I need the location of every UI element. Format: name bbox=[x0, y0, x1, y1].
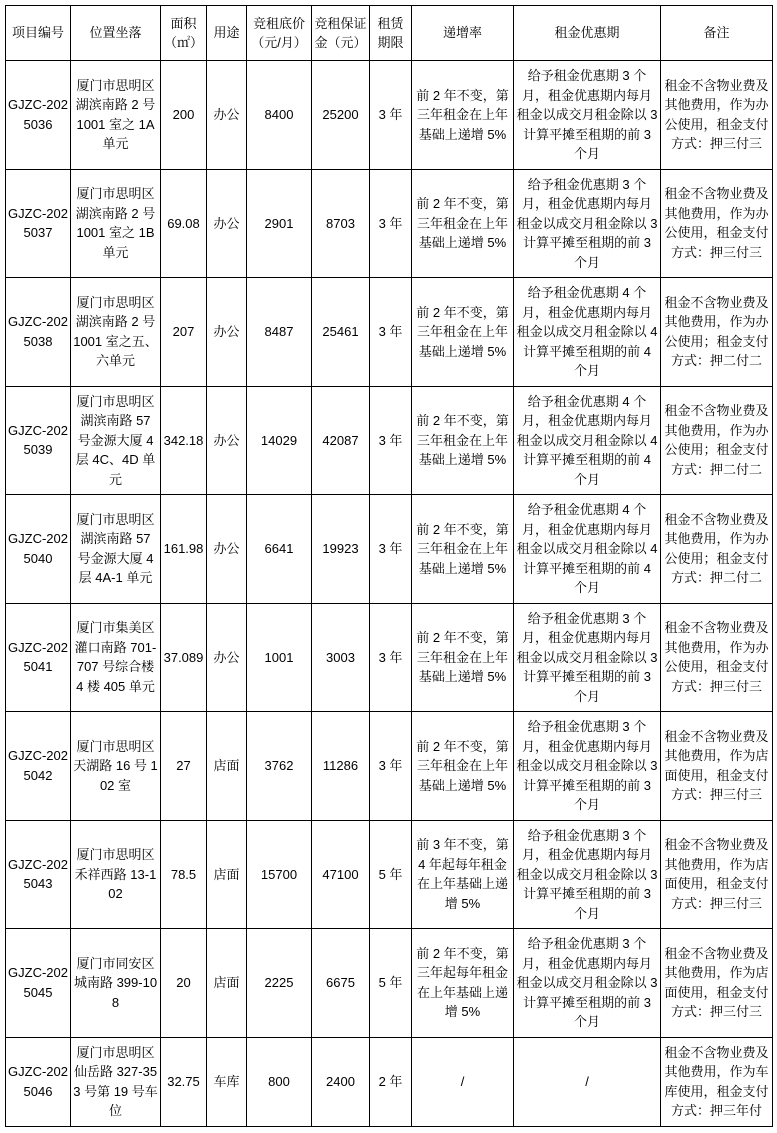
cell-term: 2 年 bbox=[370, 1037, 412, 1126]
column-header-project-id: 项目编号 bbox=[6, 6, 71, 61]
cell-id: GJZC-2025039 bbox=[6, 386, 71, 495]
cell-remark: 租金不含物业费及其他费用，作为办公使用，租金支付方式：押三付三 bbox=[661, 169, 773, 278]
cell-id: GJZC-2025041 bbox=[6, 603, 71, 712]
table-row bbox=[6, 61, 773, 170]
cell-remark: 租金不含物业费及其他费用，作为店面使用，租金支付方式：押三付三 bbox=[661, 820, 773, 929]
cell-deposit: 42087 bbox=[312, 386, 370, 495]
cell-location: 厦门市集美区灌口南路 701-707 号综合楼 4 楼 405 单元 bbox=[71, 603, 161, 712]
cell-id: GJZC-2025045 bbox=[6, 929, 71, 1038]
cell-location: 厦门市同安区城南路 399-108 bbox=[71, 929, 161, 1038]
cell-discount: / bbox=[514, 1037, 661, 1126]
cell-area: 32.75 bbox=[161, 1037, 207, 1126]
cell-base-rent: 14029 bbox=[247, 386, 312, 495]
cell-term: 3 年 bbox=[370, 61, 412, 170]
cell-base-rent: 8400 bbox=[247, 61, 312, 170]
cell-increase: / bbox=[412, 1037, 514, 1126]
cell-location: 厦门市思明区湖滨南路 2 号 1001 室之 1A 单元 bbox=[71, 61, 161, 170]
cell-discount: 给予租金优惠期 3 个月，租金优惠期内每月租金以成交月租金除以 3 计算平摊至租期的前 3 个月 bbox=[514, 61, 661, 170]
cell-term: 3 年 bbox=[370, 712, 412, 821]
cell-area: 69.08 bbox=[161, 169, 207, 278]
cell-base-rent: 800 bbox=[247, 1037, 312, 1126]
column-header-base-rent: 竞租底价（元/月） bbox=[247, 6, 312, 61]
cell-location: 厦门市思明区湖滨南路 2 号 1001 室之五、六单元 bbox=[71, 278, 161, 387]
cell-deposit: 25200 bbox=[312, 61, 370, 170]
table-row bbox=[6, 1037, 773, 1126]
cell-id: GJZC-2025043 bbox=[6, 820, 71, 929]
cell-use: 办公 bbox=[207, 169, 247, 278]
column-header-rent-discount-period: 租金优惠期 bbox=[514, 6, 661, 61]
column-header-lease-term: 租赁期限 bbox=[370, 6, 412, 61]
table-row bbox=[6, 169, 773, 278]
cell-area: 200 bbox=[161, 61, 207, 170]
cell-area: 37.089 bbox=[161, 603, 207, 712]
cell-location: 厦门市思明区禾祥西路 13-102 bbox=[71, 820, 161, 929]
cell-base-rent: 6641 bbox=[247, 495, 312, 604]
cell-deposit: 19923 bbox=[312, 495, 370, 604]
cell-location: 厦门市思明区湖滨南路 57 号金源大厦 4 层 4A-1 单元 bbox=[71, 495, 161, 604]
table-row bbox=[6, 929, 773, 1038]
cell-base-rent: 2901 bbox=[247, 169, 312, 278]
table-row bbox=[6, 820, 773, 929]
cell-term: 3 年 bbox=[370, 169, 412, 278]
cell-increase: 前 2 年不变，第三年租金在上年基础上递增 5% bbox=[412, 386, 514, 495]
cell-discount: 给予租金优惠期 4 个月，租金优惠期内每月租金以成交月租金除以 4 计算平摊至租期的前 4 个月 bbox=[514, 386, 661, 495]
column-header-remarks: 备注 bbox=[661, 6, 773, 61]
cell-increase: 前 2 年不变，第三年租金在上年基础上递增 5% bbox=[412, 712, 514, 821]
cell-id: GJZC-2025038 bbox=[6, 278, 71, 387]
column-header-area: 面积（㎡） bbox=[161, 6, 207, 61]
table-row bbox=[6, 495, 773, 604]
cell-term: 3 年 bbox=[370, 603, 412, 712]
cell-increase: 前 2 年不变，第三年租金在上年基础上递增 5% bbox=[412, 169, 514, 278]
cell-area: 207 bbox=[161, 278, 207, 387]
column-header-deposit: 竞租保证金（元） bbox=[312, 6, 370, 61]
cell-use: 办公 bbox=[207, 386, 247, 495]
cell-use: 车库 bbox=[207, 1037, 247, 1126]
cell-base-rent: 15700 bbox=[247, 820, 312, 929]
table-body bbox=[6, 61, 773, 1127]
cell-remark: 租金不含物业费及其他费用，作为办公使用；租金支付方式：押二付二 bbox=[661, 278, 773, 387]
cell-use: 办公 bbox=[207, 603, 247, 712]
cell-remark: 租金不含物业费及其他费用，作为办公使用；租金支付方式：押二付二 bbox=[661, 495, 773, 604]
cell-area: 20 bbox=[161, 929, 207, 1038]
cell-location: 厦门市思明区仙岳路 327-353 号第 19 号车位 bbox=[71, 1037, 161, 1126]
cell-base-rent: 8487 bbox=[247, 278, 312, 387]
cell-base-rent: 2225 bbox=[247, 929, 312, 1038]
lease-listings-table bbox=[5, 5, 773, 1127]
cell-deposit: 25461 bbox=[312, 278, 370, 387]
cell-area: 78.5 bbox=[161, 820, 207, 929]
cell-discount: 给予租金优惠期 3 个月，租金优惠期内每月租金以成交月租金除以 3 计算平摊至租期的前 3 个月 bbox=[514, 929, 661, 1038]
cell-term: 3 年 bbox=[370, 278, 412, 387]
table-row bbox=[6, 603, 773, 712]
cell-use: 店面 bbox=[207, 820, 247, 929]
cell-remark: 租金不含物业费及其他费用，作为办公使用，租金支付方式：押三付三 bbox=[661, 61, 773, 170]
cell-term: 3 年 bbox=[370, 386, 412, 495]
cell-term: 5 年 bbox=[370, 820, 412, 929]
table-row bbox=[6, 386, 773, 495]
column-header-use: 用途 bbox=[207, 6, 247, 61]
cell-increase: 前 3 年不变，第 4 年起每年租金在上年基础上递增 5% bbox=[412, 820, 514, 929]
cell-location: 厦门市思明区湖滨南路 2 号 1001 室之 1B 单元 bbox=[71, 169, 161, 278]
cell-discount: 给予租金优惠期 3 个月，租金优惠期内每月租金以成交月租金除以 3 计算平摊至租期的前 3 个月 bbox=[514, 169, 661, 278]
cell-increase: 前 2 年不变，第三年租金在上年基础上递增 5% bbox=[412, 61, 514, 170]
column-header-increase-rate: 递增率 bbox=[412, 6, 514, 61]
cell-location: 厦门市思明区天湖路 16 号 102 室 bbox=[71, 712, 161, 821]
column-header-location: 位置坐落 bbox=[71, 6, 161, 61]
cell-area: 27 bbox=[161, 712, 207, 821]
table-header bbox=[6, 6, 773, 61]
cell-increase: 前 2 年不变，第三年起每年租金在上年基础上递增 5% bbox=[412, 929, 514, 1038]
cell-base-rent: 3762 bbox=[247, 712, 312, 821]
cell-discount: 给予租金优惠期 4 个月，租金优惠期内每月租金以成交月租金除以 4 计算平摊至租期的前 4 个月 bbox=[514, 495, 661, 604]
cell-use: 办公 bbox=[207, 495, 247, 604]
cell-area: 342.18 bbox=[161, 386, 207, 495]
cell-remark: 租金不含物业费及其他费用，作为办公使用，租金支付方式：押三付三 bbox=[661, 603, 773, 712]
cell-area: 161.98 bbox=[161, 495, 207, 604]
cell-deposit: 47100 bbox=[312, 820, 370, 929]
cell-remark: 租金不含物业费及其他费用，作为店面使用，租金支付方式：押三付三 bbox=[661, 712, 773, 821]
cell-base-rent: 1001 bbox=[247, 603, 312, 712]
cell-deposit: 3003 bbox=[312, 603, 370, 712]
cell-deposit: 6675 bbox=[312, 929, 370, 1038]
cell-discount: 给予租金优惠期 3 个月，租金优惠期内每月租金以成交月租金除以 3 计算平摊至租期的前 3 个月 bbox=[514, 712, 661, 821]
table-row bbox=[6, 712, 773, 821]
cell-increase: 前 2 年不变，第三年租金在上年基础上递增 5% bbox=[412, 278, 514, 387]
cell-use: 办公 bbox=[207, 61, 247, 170]
cell-remark: 租金不含物业费及其他费用，作为车库使用，租金支付方式：押三年付 bbox=[661, 1037, 773, 1126]
cell-deposit: 11286 bbox=[312, 712, 370, 821]
table-row bbox=[6, 278, 773, 387]
cell-discount: 给予租金优惠期 3 个月，租金优惠期内每月租金以成交月租金除以 3 计算平摊至租期的前 3 个月 bbox=[514, 820, 661, 929]
cell-term: 5 年 bbox=[370, 929, 412, 1038]
cell-id: GJZC-2025042 bbox=[6, 712, 71, 821]
cell-use: 店面 bbox=[207, 712, 247, 821]
cell-term: 3 年 bbox=[370, 495, 412, 604]
cell-deposit: 8703 bbox=[312, 169, 370, 278]
cell-use: 办公 bbox=[207, 278, 247, 387]
cell-id: GJZC-2025036 bbox=[6, 61, 71, 170]
cell-remark: 租金不含物业费及其他费用，作为店面使用，租金支付方式：押三付三 bbox=[661, 929, 773, 1038]
cell-increase: 前 2 年不变，第三年租金在上年基础上递增 5% bbox=[412, 603, 514, 712]
cell-location: 厦门市思明区湖滨南路 57 号金源大厦 4 层 4C、4D 单元 bbox=[71, 386, 161, 495]
cell-id: GJZC-2025040 bbox=[6, 495, 71, 604]
cell-id: GJZC-2025046 bbox=[6, 1037, 71, 1126]
cell-use: 店面 bbox=[207, 929, 247, 1038]
cell-discount: 给予租金优惠期 4 个月，租金优惠期内每月租金以成交月租金除以 4 计算平摊至租期的前 4 个月 bbox=[514, 278, 661, 387]
cell-discount: 给予租金优惠期 3 个月，租金优惠期内每月租金以成交月租金除以 3 计算平摊至租期的前 3 个月 bbox=[514, 603, 661, 712]
cell-remark: 租金不含物业费及其他费用，作为办公使用；租金支付方式：押二付二 bbox=[661, 386, 773, 495]
cell-id: GJZC-2025037 bbox=[6, 169, 71, 278]
header-row bbox=[6, 6, 773, 61]
cell-deposit: 2400 bbox=[312, 1037, 370, 1126]
cell-increase: 前 2 年不变，第三年租金在上年基础上递增 5% bbox=[412, 495, 514, 604]
